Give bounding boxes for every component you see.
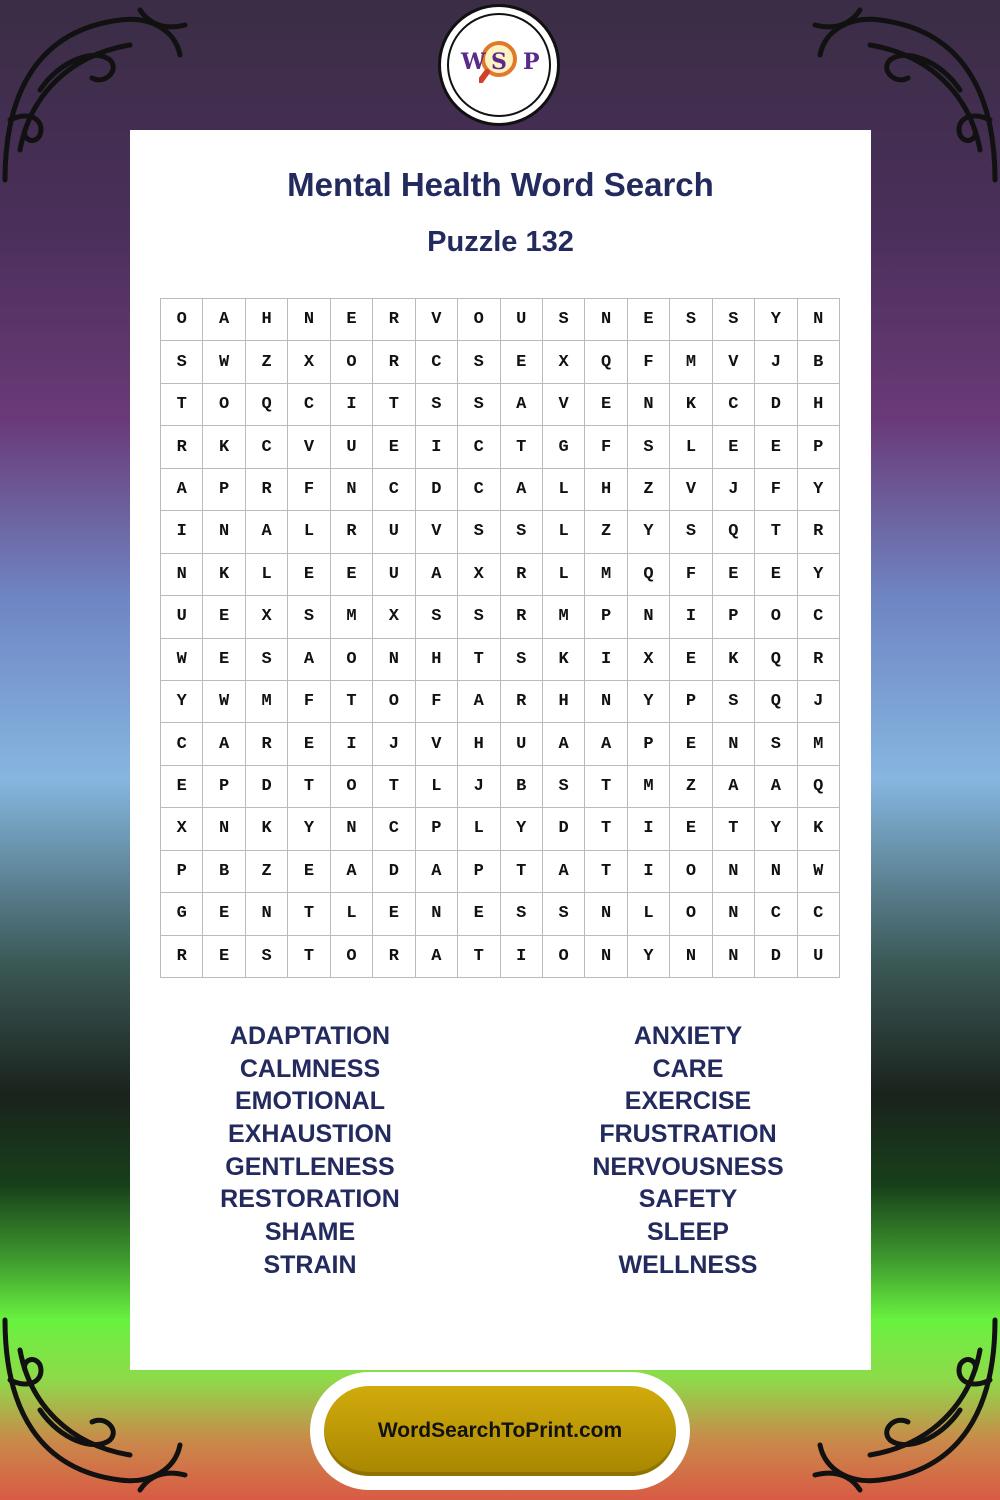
grid-cell: N (798, 299, 840, 341)
grid-cell: Z (246, 341, 288, 383)
grid-cell: X (161, 808, 203, 850)
grid-cell: E (755, 554, 797, 596)
grid-cell: M (670, 341, 712, 383)
grid-cell: S (501, 511, 543, 553)
logo-letter-p: P (523, 49, 540, 75)
grid-cell: N (713, 851, 755, 893)
word-item: RESTORATION (220, 1185, 400, 1214)
grid-cell: V (543, 384, 585, 426)
grid-cell: L (543, 511, 585, 553)
grid-cell: N (713, 936, 755, 978)
grid-cell: K (713, 639, 755, 681)
grid-cell: C (458, 426, 500, 468)
grid-cell: Y (501, 808, 543, 850)
grid-cell: A (416, 554, 458, 596)
grid-cell: F (755, 469, 797, 511)
grid-cell: S (288, 596, 330, 638)
grid-cell: T (161, 384, 203, 426)
grid-cell: T (585, 766, 627, 808)
grid-cell: R (246, 723, 288, 765)
grid-cell: C (373, 808, 415, 850)
grid-cell: W (161, 639, 203, 681)
grid-cell: S (543, 299, 585, 341)
page-title: Mental Health Word Search (287, 166, 714, 203)
grid-cell: V (416, 299, 458, 341)
grid-cell: T (458, 936, 500, 978)
grid-cell: T (585, 851, 627, 893)
grid-cell: G (161, 893, 203, 935)
grid-cell: E (755, 426, 797, 468)
grid-cell: E (331, 554, 373, 596)
grid-cell: M (331, 596, 373, 638)
grid-cell: S (713, 681, 755, 723)
grid-cell: P (416, 808, 458, 850)
grid-cell: A (203, 299, 245, 341)
grid-cell: E (203, 639, 245, 681)
grid-cell: N (713, 723, 755, 765)
grid-cell: Y (755, 299, 797, 341)
grid-cell: T (373, 384, 415, 426)
grid-cell: J (798, 681, 840, 723)
grid-cell: M (628, 766, 670, 808)
grid-cell: H (246, 299, 288, 341)
website-button[interactable] (324, 1386, 676, 1476)
grid-cell: N (585, 681, 627, 723)
grid-cell: E (501, 341, 543, 383)
grid-cell: C (798, 893, 840, 935)
grid-cell: K (798, 808, 840, 850)
logo-badge (447, 13, 551, 117)
puzzle-number: Puzzle 132 (427, 226, 574, 258)
word-item: EXERCISE (624, 1087, 752, 1116)
grid-cell: J (373, 723, 415, 765)
grid-cell: P (203, 766, 245, 808)
logo-letter-w: W (461, 49, 486, 75)
grid-cell: R (373, 299, 415, 341)
grid-cell: E (713, 554, 755, 596)
grid-cell: U (331, 426, 373, 468)
grid-cell: V (416, 723, 458, 765)
word-list-left (130, 1020, 490, 1282)
grid-cell: R (501, 681, 543, 723)
grid-cell: L (543, 554, 585, 596)
grid-cell: B (501, 766, 543, 808)
grid-cell: D (755, 384, 797, 426)
grid-cell: I (416, 426, 458, 468)
grid-cell: P (713, 596, 755, 638)
grid-cell: R (501, 596, 543, 638)
grid-cell: F (628, 341, 670, 383)
grid-cell: R (331, 511, 373, 553)
grid-cell: C (161, 723, 203, 765)
grid-cell: I (501, 936, 543, 978)
grid-cell: S (458, 341, 500, 383)
grid-cell: D (755, 936, 797, 978)
grid-cell: Y (161, 681, 203, 723)
grid-cell: E (585, 384, 627, 426)
grid-cell: N (755, 851, 797, 893)
grid-cell: P (670, 681, 712, 723)
grid-cell: Z (628, 469, 670, 511)
grid-cell: A (755, 766, 797, 808)
grid-cell: X (246, 596, 288, 638)
grid-cell: A (288, 639, 330, 681)
grid-cell: N (670, 936, 712, 978)
grid-cell: B (203, 851, 245, 893)
grid-cell: H (543, 681, 585, 723)
grid-cell: I (331, 723, 373, 765)
grid-cell: Y (628, 511, 670, 553)
footer-badge (310, 1372, 690, 1490)
grid-cell: E (628, 299, 670, 341)
grid-cell: A (543, 851, 585, 893)
grid-cell: S (458, 384, 500, 426)
grid-cell: D (246, 766, 288, 808)
grid-cell: Z (246, 851, 288, 893)
grid-cell: I (585, 639, 627, 681)
grid-cell: W (798, 851, 840, 893)
grid-cell: O (331, 341, 373, 383)
grid-cell: D (416, 469, 458, 511)
grid-cell: Q (246, 384, 288, 426)
grid-cell: X (458, 554, 500, 596)
word-item: CALMNESS (239, 1054, 381, 1083)
grid-cell: Z (670, 766, 712, 808)
word-item: FRUSTRATION (599, 1120, 777, 1149)
word-item: SAFETY (638, 1185, 738, 1214)
grid-cell: H (798, 384, 840, 426)
grid-cell: A (543, 723, 585, 765)
grid-cell: S (543, 766, 585, 808)
grid-cell: I (161, 511, 203, 553)
grid-cell: O (203, 384, 245, 426)
grid-cell: N (628, 384, 670, 426)
grid-cell: E (288, 554, 330, 596)
grid-cell: T (755, 511, 797, 553)
grid-cell: E (203, 893, 245, 935)
grid-cell: S (670, 299, 712, 341)
grid-cell: S (670, 511, 712, 553)
grid-cell: D (543, 808, 585, 850)
grid-cell: X (373, 596, 415, 638)
grid-cell: C (288, 384, 330, 426)
grid-cell: K (543, 639, 585, 681)
grid-cell: M (585, 554, 627, 596)
grid-cell: K (203, 426, 245, 468)
grid-cell: I (628, 808, 670, 850)
grid-cell: Y (288, 808, 330, 850)
grid-cell: Y (798, 469, 840, 511)
grid-cell: S (416, 384, 458, 426)
grid-cell: O (373, 681, 415, 723)
grid-cell: N (585, 299, 627, 341)
grid-cell: Y (755, 808, 797, 850)
grid-cell: P (628, 723, 670, 765)
grid-cell: E (458, 893, 500, 935)
grid-cell: U (373, 511, 415, 553)
grid-cell: S (713, 299, 755, 341)
grid-cell: S (501, 639, 543, 681)
word-item: STRAIN (263, 1250, 357, 1279)
grid-cell: U (501, 723, 543, 765)
grid-cell: H (458, 723, 500, 765)
grid-cell: O (331, 639, 373, 681)
grid-cell: S (161, 341, 203, 383)
grid-cell: R (373, 936, 415, 978)
grid-cell: N (416, 893, 458, 935)
grid-cell: V (416, 511, 458, 553)
grid-cell: T (501, 851, 543, 893)
grid-cell: O (543, 936, 585, 978)
grid-cell: L (543, 469, 585, 511)
grid-cell: I (670, 596, 712, 638)
grid-cell: A (585, 723, 627, 765)
grid-cell: E (670, 808, 712, 850)
word-list-right (508, 1020, 868, 1282)
word-item: ADAPTATION (229, 1022, 391, 1050)
grid-cell: O (161, 299, 203, 341)
letter-grid (160, 298, 840, 978)
grid-cell: U (373, 554, 415, 596)
grid-cell: P (798, 426, 840, 468)
grid-cell: V (713, 341, 755, 383)
grid-cell: Y (628, 681, 670, 723)
logo-letter-s: S (491, 49, 507, 75)
grid-cell: R (501, 554, 543, 596)
grid-cell: L (458, 808, 500, 850)
grid-cell: T (288, 766, 330, 808)
word-item: GENTLENESS (225, 1152, 395, 1181)
grid-cell: N (288, 299, 330, 341)
word-item: NERVOUSNESS (592, 1152, 784, 1181)
grid-cell: J (755, 341, 797, 383)
grid-cell: C (755, 893, 797, 935)
grid-cell: P (585, 596, 627, 638)
word-item: EXHAUSTION (228, 1120, 392, 1149)
grid-cell: P (458, 851, 500, 893)
grid-cell: L (246, 554, 288, 596)
grid-cell: F (416, 681, 458, 723)
grid-cell: N (585, 936, 627, 978)
grid-cell: E (288, 851, 330, 893)
website-link[interactable]: WordSearchToPrint.com (377, 1419, 623, 1442)
grid-cell: E (331, 299, 373, 341)
grid-cell: W (203, 341, 245, 383)
grid-cell: E (161, 766, 203, 808)
grid-cell: N (585, 893, 627, 935)
grid-cell: Q (713, 511, 755, 553)
grid-cell: Q (755, 639, 797, 681)
grid-cell: F (670, 554, 712, 596)
site-logo[interactable] (438, 4, 560, 126)
grid-cell: C (713, 384, 755, 426)
grid-cell: S (416, 596, 458, 638)
grid-cell: B (798, 341, 840, 383)
grid-cell: E (713, 426, 755, 468)
grid-cell: N (246, 893, 288, 935)
grid-cell: H (416, 639, 458, 681)
grid-cell: T (331, 681, 373, 723)
grid-cell: S (458, 596, 500, 638)
grid-cell: N (713, 893, 755, 935)
grid-cell: L (416, 766, 458, 808)
grid-cell: J (713, 469, 755, 511)
grid-cell: R (373, 341, 415, 383)
grid-cell: M (543, 596, 585, 638)
grid-cell: E (288, 723, 330, 765)
grid-cell: R (798, 639, 840, 681)
grid-cell: C (246, 426, 288, 468)
grid-cell: S (246, 639, 288, 681)
grid-cell: X (288, 341, 330, 383)
grid-cell: L (628, 893, 670, 935)
grid-cell: N (373, 639, 415, 681)
grid-cell: T (288, 936, 330, 978)
word-item: WELLNESS (618, 1250, 758, 1279)
grid-cell: M (246, 681, 288, 723)
grid-cell: V (670, 469, 712, 511)
grid-cell: T (373, 766, 415, 808)
grid-cell: O (755, 596, 797, 638)
grid-cell: N (203, 511, 245, 553)
grid-cell: X (628, 639, 670, 681)
grid-cell: A (161, 469, 203, 511)
grid-cell: E (670, 639, 712, 681)
grid-cell: O (670, 893, 712, 935)
grid-cell: Q (585, 341, 627, 383)
grid-cell: U (161, 596, 203, 638)
word-item: SHAME (264, 1218, 356, 1247)
grid-cell: N (161, 554, 203, 596)
grid-cell: O (458, 299, 500, 341)
grid-cell: H (585, 469, 627, 511)
grid-cell: F (585, 426, 627, 468)
grid-cell: T (288, 893, 330, 935)
grid-cell: M (798, 723, 840, 765)
grid-cell: C (373, 469, 415, 511)
grid-cell: R (246, 469, 288, 511)
grid-cell: T (458, 639, 500, 681)
grid-cell: L (331, 893, 373, 935)
grid-cell: Q (755, 681, 797, 723)
grid-cell: U (501, 299, 543, 341)
grid-cell: N (331, 808, 373, 850)
grid-cell: D (373, 851, 415, 893)
grid-cell: O (331, 936, 373, 978)
grid-cell: A (501, 384, 543, 426)
grid-cell: W (203, 681, 245, 723)
grid-cell: R (161, 426, 203, 468)
grid-cell: F (288, 681, 330, 723)
grid-cell: E (203, 936, 245, 978)
grid-cell: Q (628, 554, 670, 596)
grid-cell: S (246, 936, 288, 978)
word-item: ANXIETY (633, 1022, 743, 1050)
grid-cell: U (798, 936, 840, 978)
grid-cell: T (501, 426, 543, 468)
grid-cell: A (416, 936, 458, 978)
grid-cell: A (203, 723, 245, 765)
grid-cell: Q (798, 766, 840, 808)
grid-cell: T (713, 808, 755, 850)
grid-cell: S (501, 893, 543, 935)
grid-cell: S (628, 426, 670, 468)
grid-cell: C (416, 341, 458, 383)
grid-cell: A (458, 681, 500, 723)
grid-cell: O (331, 766, 373, 808)
grid-cell: N (331, 469, 373, 511)
grid-cell: E (373, 426, 415, 468)
grid-cell: E (373, 893, 415, 935)
grid-cell: I (628, 851, 670, 893)
grid-cell: S (458, 511, 500, 553)
word-item: SLEEP (647, 1218, 729, 1247)
grid-cell: N (628, 596, 670, 638)
grid-cell: P (203, 469, 245, 511)
grid-cell: A (416, 851, 458, 893)
grid-cell: O (670, 851, 712, 893)
grid-cell: L (670, 426, 712, 468)
grid-cell: V (288, 426, 330, 468)
grid-cell: K (670, 384, 712, 426)
grid-cell: C (458, 469, 500, 511)
grid-cell: A (501, 469, 543, 511)
grid-cell: I (331, 384, 373, 426)
grid-cell: T (585, 808, 627, 850)
grid-cell: Z (585, 511, 627, 553)
grid-cell: Y (798, 554, 840, 596)
grid-cell: G (543, 426, 585, 468)
grid-cell: S (543, 893, 585, 935)
grid-cell: N (203, 808, 245, 850)
grid-cell: J (458, 766, 500, 808)
grid-cell: R (798, 511, 840, 553)
grid-cell: Y (628, 936, 670, 978)
grid-cell: K (203, 554, 245, 596)
grid-cell: P (161, 851, 203, 893)
grid-cell: R (161, 936, 203, 978)
grid-cell: A (331, 851, 373, 893)
grid-cell: E (670, 723, 712, 765)
grid-cell: L (288, 511, 330, 553)
grid-cell: C (798, 596, 840, 638)
grid-cell: K (246, 808, 288, 850)
grid-cell: A (713, 766, 755, 808)
grid-cell: A (246, 511, 288, 553)
puzzle-panel (130, 130, 871, 1370)
grid-cell: S (755, 723, 797, 765)
word-item: EMOTIONAL (235, 1087, 385, 1116)
grid-cell: X (543, 341, 585, 383)
word-item: CARE (652, 1054, 724, 1083)
grid-cell: F (288, 469, 330, 511)
grid-cell: E (203, 596, 245, 638)
